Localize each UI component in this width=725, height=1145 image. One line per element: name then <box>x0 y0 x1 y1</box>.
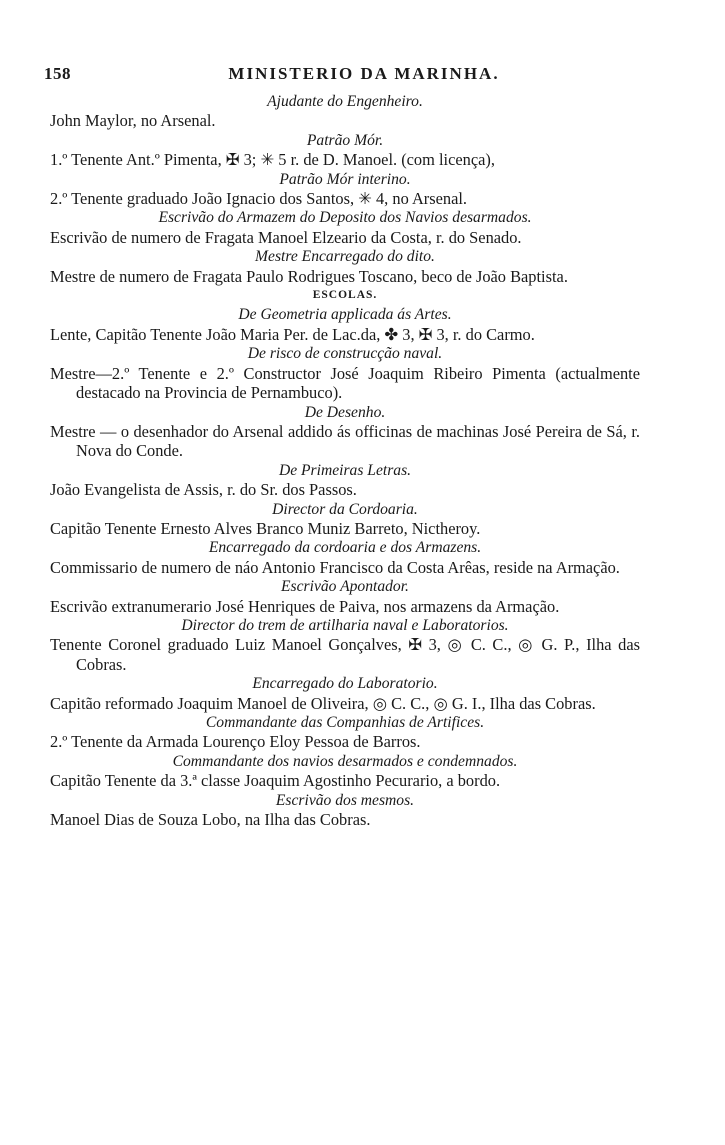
page-body <box>50 92 640 829</box>
office-heading: Director do trem de artilharia naval e Laboratorios. <box>181 616 509 634</box>
office-heading: Escrivão dos mesmos. <box>275 791 415 809</box>
directory-entry: 2.º Tenente graduado João Ignacio dos Santos, ✳ 4, no Arsenal. <box>50 189 468 209</box>
office-heading: De Geometria applicada ás Artes. <box>238 306 452 324</box>
directory-entry: Commissario de numero de náo Antonio Francisco da Costa Arêas, reside na Armação. <box>50 557 620 577</box>
page-title: MINISTERIO DA MARINHA. <box>228 64 500 83</box>
office-heading: Patrão Mór. <box>306 131 384 149</box>
office-heading: De Primeiras Letras. <box>278 461 412 479</box>
directory-entry: Mestre — o desenhador do Arsenal addido ás officinas de machinas José Pereira de Sá, r. Nova do Conde. <box>50 421 640 461</box>
directory-entry: John Maylor, no Arsenal. <box>50 111 216 131</box>
office-heading: Commandante das Companhias de Artifices. <box>205 714 485 731</box>
directory-entry: Manoel Dias de Souza Lobo, na Ilha das Cobras. <box>50 810 371 830</box>
directory-entry: Lente, Capitão Tenente João Maria Per. de Lac.da, ✤ 3, ✠ 3, r. do Carmo. <box>50 324 535 344</box>
directory-entry: Capitão Tenente Ernesto Alves Branco Muniz Barreto, Nictheroy. <box>50 518 481 538</box>
office-heading: Patrão Mór interino. <box>279 170 411 188</box>
office-heading: Escrivão Apontador. <box>281 578 409 596</box>
directory-entry: Tenente Coronel graduado Luiz Manoel Gonçalves, ✠ 3, ◎ C. C., ◎ G. P., Ilha das Cobras. <box>50 635 640 674</box>
directory-entry: João Evangelista de Assis, r. do Sr. dos Passos. <box>50 480 357 500</box>
directory-entry: 1.º Tenente Ant.º Pimenta, ✠ 3; ✳ 5 r. de D. Manoel. (com licença), <box>50 150 495 170</box>
office-heading: Director da Cordoaria. <box>272 500 418 518</box>
directory-entry: Capitão reformado Joaquim Manoel de Oliveira, ◎ C. C., ◎ G. I., Ilha das Cobras. <box>50 693 596 713</box>
directory-entry: Escrivão extranumerario José Henriques de Paiva, nos armazens da Armação. <box>50 596 560 616</box>
office-heading: Encarregado do Laboratorio. <box>252 675 438 693</box>
directory-entry: 2.º Tenente da Armada Lourenço Eloy Pessoa de Barros. <box>50 732 421 752</box>
office-heading: Commandante dos navios desarmados e condemnados. <box>172 752 518 770</box>
office-heading: De Desenho. <box>304 403 386 421</box>
directory-entry: Escrivão de numero de Fragata Manoel Elzeario da Costa, r. do Senado. <box>50 227 522 247</box>
directory-entry: Mestre—2.º Tenente e 2.º Constructor José Joaquim Ribeiro Pimenta (actualmente destacado na Provincia de Pernambuco). <box>50 363 640 403</box>
running-header <box>44 64 684 90</box>
office-heading: De risco de construcção naval. <box>247 345 443 363</box>
page-number: 158 <box>44 64 71 83</box>
office-heading: Mestre Encarregado do dito. <box>255 248 435 266</box>
office-heading: Ajudante do Engenheiro. <box>267 93 423 110</box>
directory-entry: Mestre de numero de Fragata Paulo Rodrigues Toscano, beco de João Baptista. <box>50 266 568 286</box>
directory-entry: Capitão Tenente da 3.ª classe Joaquim Agostinho Pecurario, a bordo. <box>50 771 501 791</box>
office-heading: Encarregado da cordoaria e dos Armazens. <box>208 539 482 557</box>
office-heading: Escrivão do Armazem do Deposito dos Navios desarmados. <box>158 209 532 227</box>
section-heading: ESCOLAS. <box>312 289 378 302</box>
